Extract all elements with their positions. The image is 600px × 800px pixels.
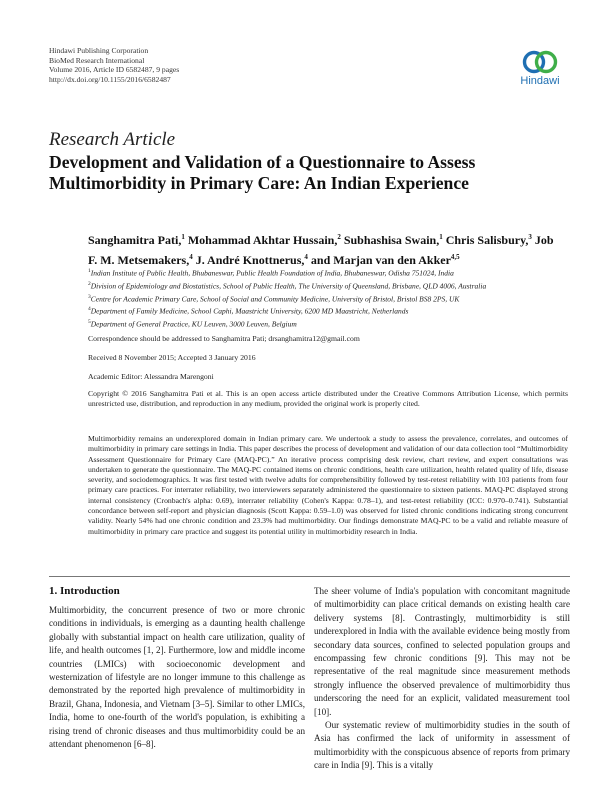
affiliation-item: $^1$Indian Institute of Public Health, Bhubaneswar, Public Health Foundation of India, Bhubaneswar, Odisha 751024, India [88, 268, 454, 278]
author: Subhashisa Swain,$^1$ [343, 233, 443, 247]
author-list [88, 229, 558, 269]
journal-header [49, 46, 179, 84]
section-divider [49, 576, 570, 577]
author: J. André Knottnerus,$^4$ [195, 253, 308, 267]
copyright-notice: Copyright © 2016 Sanghamitra Pati et al. This is an open access article distributed under the Creative Commons Attribution License, which permits unrestricted use, distribution, and reproduction in any medium, provided the original work is properly cited. [88, 389, 568, 409]
right-column [314, 585, 570, 773]
correspondence: Correspondence should be addressed to Sanghamitra Pati; drsanghamitra12@gmail.com [88, 334, 360, 343]
affiliation-item: $^4$Department of Family Medicine, School Caphi, Maastricht University, 6200 MD Maastricht, Netherlands [88, 306, 409, 316]
affiliations [88, 266, 568, 330]
publisher-line: Hindawi Publishing Corporation [49, 46, 149, 55]
affiliation-item: $^2$Division of Epidemiology and Biostatistics, School of Public Health, The University of Queensland, Brisbane, QLD 4006, Australia [88, 280, 487, 291]
affiliation-item: $^3$Centre for Academic Primary Care, School of Social and Community Medicine, University of Bristol, Bristol BS8 2PS, UK [88, 293, 460, 304]
volume-line: Volume 2016, Article ID 6582487, 9 pages [49, 65, 180, 75]
academic-editor: Academic Editor: Alessandra Marengoni [88, 372, 214, 381]
logo-text: Hindawi [520, 75, 560, 87]
paragraph: The sheer volume of India's population with concomitant magnitude of multimorbidity can place critical demands on existing health care delivery systems [8]. Contrastingly, multimorbidity is still underexplored in India with the available evidence being mostly from secondary data sources, confined to selected population groups and encompassing few chronic conditions [9]. This may not be representative of the real magnitude since measurement methods strongly influence the observed prevalence of multimorbidity thus underscoring the need for an explicit, validated measurement tool [10]. [314, 586, 570, 717]
author: Job F. M. Metsemakers,$^4$ [88, 233, 554, 267]
left-column [49, 604, 305, 751]
abstract: Multimorbidity remains an underexplored domain in Indian primary care. We undertook a study to assess the prevalence, correlates, and outcomes of multimorbidity in primary care settings in India. This paper describes the process of development and validation of our data collection tool “Multimorbidity Assessment Questionnaire for Primary Care (MAQ-PC).” An iterative process comprising desk review, chart review, and expert consultations was undertaken to generate the questionnaire. The MAQ-PC contained items on chronic conditions, health care utilization, health related quality of life, disease severity, and sociodemographics. It was first tested with twelve adults for comprehensibility followed by test-retest reliability with 103 patients from four primary care practices. For interrater reliability, two interviewers separately administered the questionnaire to sixteen patients. MAQ-PC displayed strong internal consistency (Cronbach's alpha: 0.69), interrater reliability (Cohen's Kappa: 0.78–1), and test-retest reliability (ICC: 0.970–0.741). Substantial concordance between self-report and physician diagnosis (Scott Kappa: 0.59–1.0) was observed for listed chronic conditions indicating strong concurrent validity. Nearly 54% had one chronic condition and 23.3% had multimorbidity. Our findings demonstrate MAQ-PC to be a valid and reliable measure of multimorbidity in primary care practice and suggest its potential utility in multimorbidity research in India. [88, 434, 568, 536]
author: Mohammad Akhtar Hussain,$^2$ [187, 233, 341, 247]
paper-title: Development and Validation of a Questionnaire to Assess Multimorbidity in Primary Care: An Indian Experience [49, 152, 476, 193]
paragraph: Multimorbidity, the concurrent presence of two or more chronic conditions in individuals, is emerging as a daunting health challenge globally with substantial impact on health care utilization, quality of life, and health outcomes [1, 2]. Furthermore, low and middle income countries (LMICs) with socioeconomic development and westernization of lifestyle are no longer immune to this challenge as demonstrated by the reported high prevalence of multimorbidity in Brazil, Ghana, Indonesia, and Vietnam [3–5]. Similar to other LMICs, India, home to one-fourth of the world's population, is exhibiting a rising trend of chronic diseases and thus multimorbidity could be an attendant phenomenon [6–8]. [49, 605, 305, 750]
article-type: Research Article [49, 129, 176, 150]
received-accepted-dates: Received 8 November 2015; Accepted 3 January 2016 [88, 353, 256, 362]
paragraph: Our systematic review of multimorbidity studies in the south of Asia has confirmed the lack of uniformity in assessment of multimorbidity with the conspicuous absence of reports from primary care in India [9]. This is a vitally [314, 720, 570, 771]
hindawi-logo-icon [521, 50, 559, 74]
author: and Marjan van den Akker$^{4,5}$ [310, 253, 460, 267]
author: Sanghamitra Pati,$^1$ [88, 233, 185, 247]
journal-name: BioMed Research International [49, 55, 145, 65]
doi-link[interactable]: http://dx.doi.org/10.1155/2016/6582487 [49, 74, 171, 84]
affiliation-item: $^5$Department of General Practice, KU Leuven, 3000 Leuven, Belgium [88, 319, 297, 329]
hindawi-logo [510, 50, 570, 87]
section-heading: 1. Introduction [49, 585, 120, 597]
author: Chris Salisbury,$^3$ [445, 233, 532, 247]
